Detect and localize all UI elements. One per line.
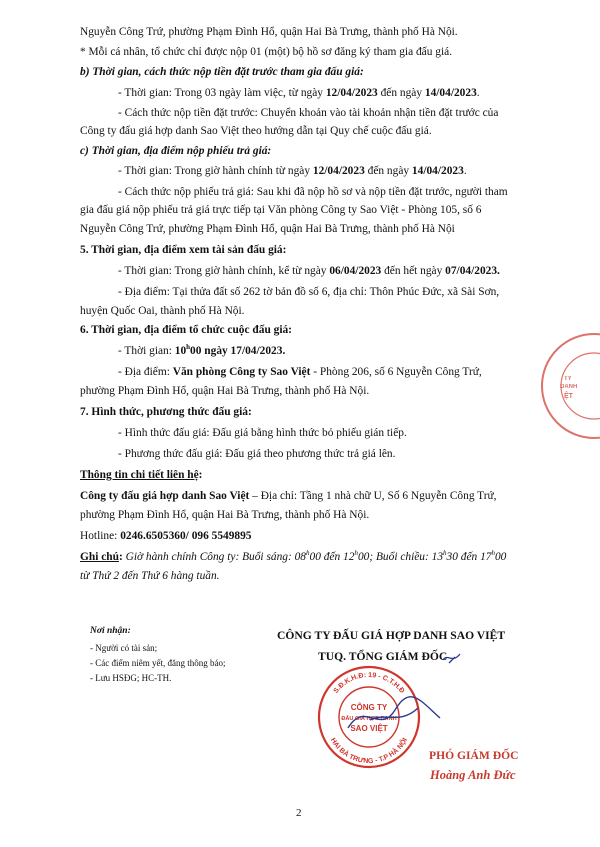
body-line: Nguyễn Công Trứ, phường Phạm Đình Hổ, quận Hai Bà Trưng, thành phố Hà Nội. (80, 26, 458, 38)
body-line: - Địa điểm: Tại thửa đất số 262 tờ bản đồ số 6, địa chỉ: Thôn Phúc Đức, xã Sài Sơn, (118, 286, 500, 298)
text: - Thời gian: Trong giờ hành chính từ ngày (118, 165, 313, 177)
svg-text:DANH: DANH (560, 384, 578, 390)
body-line: Công ty đấu giá hợp danh Sao Việt theo hướng dẫn tại Quy chế cuộc đấu giá. (80, 125, 432, 137)
body-line: - Hình thức đấu giá: Đấu giá bằng hình thức bỏ phiếu gián tiếp. (118, 427, 407, 439)
time: 00 ngày 17/04/2023. (190, 345, 286, 357)
text: . (476, 87, 480, 99)
body-line (80, 489, 497, 503)
body-line (118, 365, 482, 379)
body-line (118, 86, 480, 100)
section-heading-7: 7. Hình thức, phương thức đấu giá: (80, 406, 252, 418)
recipient-item: - Các điểm niêm yết, đăng thông báo; (90, 658, 226, 668)
text: : (118, 551, 126, 563)
svg-text:ĐẤU GIÁ HỢP DANH: ĐẤU GIÁ HỢP DANH (341, 716, 397, 722)
hotline-label: Hotline: (80, 530, 121, 542)
text: 00 đến 12 (309, 551, 355, 563)
time-sup: h (186, 343, 191, 352)
page-number: 2 (296, 807, 302, 819)
contact-heading-text: Thông tin chi tiết liên hệ (80, 469, 199, 481)
note-label: Ghi chú (80, 551, 119, 563)
text: đến ngày (364, 165, 412, 177)
recipients-title: Nơi nhận: (90, 626, 131, 636)
svg-text:CÔNG TY: CÔNG TY (350, 703, 388, 712)
body-line: Nguyễn Công Trứ, phường Phạm Đình Hổ, quận Hai Bà Trưng, thành phố Hà Nội (80, 223, 455, 235)
sup: h (354, 549, 358, 558)
edge-seal-icon (528, 330, 600, 442)
text: - Địa điểm: (118, 366, 173, 378)
recipient-item: - Người có tài sản; (90, 643, 158, 653)
body-line (118, 264, 500, 278)
note-line: từ Thứ 2 đến Thứ 6 hàng tuần. (80, 570, 220, 582)
initial-mark-icon (440, 648, 464, 668)
section-heading-b: b) Thời gian, cách thức nộp tiền đặt trước tham gia đấu giá: (80, 66, 364, 78)
body-line: - Cách thức nộp tiền đặt trước: Chuyển khoản vào tài khoản nhận tiền đặt trước của (118, 107, 499, 119)
hotline-value: 0246.6505360/ 096 5549895 (120, 530, 252, 542)
text: - Phòng 206, số 6 Nguyễn Công Trứ, (310, 366, 482, 378)
body-line: gia đấu giá nộp phiếu trả giá trực tiếp tại Văn phòng Công ty Sao Việt - Phòng 105, số 6 (80, 204, 482, 216)
date: 14/04/2023 (411, 165, 464, 177)
text: - Thời gian: (118, 345, 175, 357)
text: Giờ hành chính Công ty: Buổi sáng: 08 (125, 551, 306, 563)
date: 12/04/2023 (312, 165, 365, 177)
sup: h (443, 549, 447, 558)
time: 10 (174, 345, 187, 357)
body-line: huyện Quốc Oai, thành phố Hà Nội. (80, 305, 245, 317)
svg-text:TY: TY (564, 376, 572, 382)
signature-position: PHÓ GIÁM ĐỐC (429, 749, 519, 762)
body-line: - Phương thức đấu giá: Đấu giá theo phương thức trả giá lên. (118, 448, 396, 460)
signature-on-behalf: TUQ. TỔNG GIÁM ĐỐC (318, 650, 448, 663)
text: 00; Buổi chiều: 13 (357, 551, 444, 563)
text: đến ngày (377, 87, 425, 99)
company-name: Công ty đấu giá hợp danh Sao Việt (80, 490, 250, 502)
date: 12/04/2023 (325, 87, 378, 99)
text: . (463, 165, 467, 177)
text: – Địa chỉ: Tầng 1 nhà chữ U, Số 6 Nguyễn Công Trứ, (249, 490, 497, 502)
signature-company: CÔNG TY ĐẤU GIÁ HỢP DANH SAO VIỆT (277, 629, 506, 642)
sup: h (306, 549, 310, 558)
body-line: phường Phạm Đình Hổ, quận Hai Bà Trưng, thành phố Hà Nội. (80, 385, 370, 397)
venue: Văn phòng Công ty Sao Việt (172, 366, 311, 378)
svg-text:SAO VIỆT: SAO VIỆT (350, 724, 388, 733)
date: 07/04/2023. (445, 265, 500, 277)
text: - Thời gian: Trong giờ hành chính, kể từ ngày (118, 265, 330, 277)
hotline (80, 529, 252, 543)
signature-scribble-icon (340, 690, 450, 740)
body-line: - Cách thức nộp phiếu trả giá: Sau khi đã nộp hồ sơ và nộp tiền đặt trước, người tham (118, 186, 508, 198)
date: 06/04/2023 (329, 265, 382, 277)
section-heading-6: 6. Thời gian, địa điểm tổ chức cuộc đấu giá: (80, 324, 292, 336)
recipient-item: - Lưu HSĐG; HC-TH. (90, 673, 172, 683)
contact-heading (80, 468, 202, 482)
text: 00 (494, 551, 507, 563)
body-line: phường Phạm Đình Hổ, quận Hai Bà Trưng, thành phố Hà Nội. (80, 509, 370, 521)
body-line: * Mỗi cá nhân, tổ chức chỉ được nộp 01 (một) bộ hồ sơ đăng ký tham gia đấu giá. (80, 46, 453, 58)
section-heading-5: 5. Thời gian, địa điểm xem tài sản đấu giá: (80, 244, 287, 256)
text: : (198, 469, 203, 481)
date: 14/04/2023 (424, 87, 477, 99)
svg-text:S.Đ.K.H.Đ: 19 - C.T.H.Đ: S.Đ.K.H.Đ: 19 - C.T.H.Đ (332, 671, 406, 695)
text: đến hết ngày (381, 265, 446, 277)
sup: h (491, 549, 495, 558)
section-heading-c: c) Thời gian, địa điểm nộp phiếu trả giá: (80, 145, 272, 157)
svg-text:ỆT: ỆT (564, 393, 573, 400)
svg-text:HAI BÀ TRƯNG - T.P HÀ NỘI: HAI BÀ TRƯNG - T.P HÀ NỘI (328, 736, 410, 766)
text: 30 đến 17 (446, 551, 492, 563)
note-line (80, 550, 506, 564)
text: - Thời gian: Trong 03 ngày làm việc, từ ngày (118, 87, 326, 99)
body-line (118, 344, 285, 358)
body-line (118, 164, 467, 178)
signature-name: Hoàng Anh Đức (430, 768, 516, 782)
